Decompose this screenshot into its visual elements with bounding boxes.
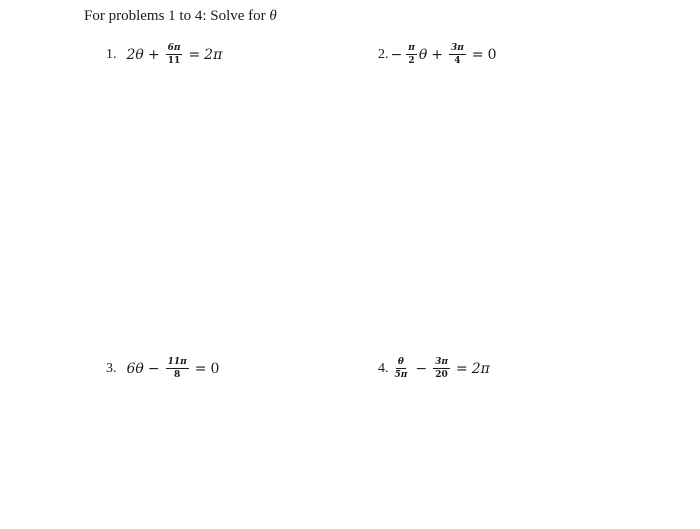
fraction: [406, 43, 417, 66]
equation: [391, 43, 497, 66]
equals-sign: =: [194, 360, 207, 377]
problem-2: [378, 43, 497, 66]
right-hand-side: 0: [487, 46, 497, 63]
denominator: 4: [454, 56, 461, 66]
numerator: π: [408, 43, 415, 53]
problem-3: [106, 357, 219, 380]
fraction: [433, 357, 450, 380]
numerator: θ: [397, 357, 404, 367]
equation: [391, 357, 490, 380]
numerator: 3π: [451, 43, 464, 53]
problem-number: 1.: [106, 46, 117, 62]
equation: [127, 43, 223, 66]
variable: θ: [418, 46, 428, 63]
problem-1: [106, 43, 222, 66]
denominator: 8: [174, 370, 181, 380]
problem-number: 2.: [378, 46, 389, 62]
fraction: [166, 43, 183, 66]
equals-sign: =: [188, 46, 201, 63]
denominator: 20: [435, 370, 448, 380]
right-hand-side: 2π: [471, 360, 490, 377]
equation: [127, 357, 220, 380]
numerator: 3π: [435, 357, 448, 367]
problem-4: [378, 357, 490, 380]
problem-number: 3.: [106, 360, 117, 376]
operator: −: [147, 360, 160, 377]
term: 2θ: [126, 46, 144, 63]
operator: −: [415, 360, 428, 377]
denominator: 11: [167, 56, 181, 66]
instructions-text: For problems 1 to 4: Solve for: [84, 8, 266, 24]
equals-sign: =: [455, 360, 468, 377]
instructions-header: [84, 8, 277, 25]
numerator: 11π: [167, 357, 187, 367]
minus-sign: −: [390, 46, 403, 63]
problem-number: 4.: [378, 360, 389, 376]
fraction: [393, 357, 410, 380]
operator: +: [431, 46, 443, 63]
right-hand-side: 0: [210, 360, 220, 377]
equals-sign: =: [471, 46, 484, 63]
instructions-variable: θ: [269, 8, 277, 24]
term: 6θ: [126, 360, 144, 377]
denominator: 2: [408, 56, 415, 66]
fraction: [166, 357, 189, 380]
numerator: 6π: [167, 43, 181, 53]
denominator: 5π: [394, 370, 408, 380]
operator: +: [147, 46, 160, 63]
right-hand-side: 2π: [204, 46, 223, 63]
fraction: [449, 43, 466, 66]
